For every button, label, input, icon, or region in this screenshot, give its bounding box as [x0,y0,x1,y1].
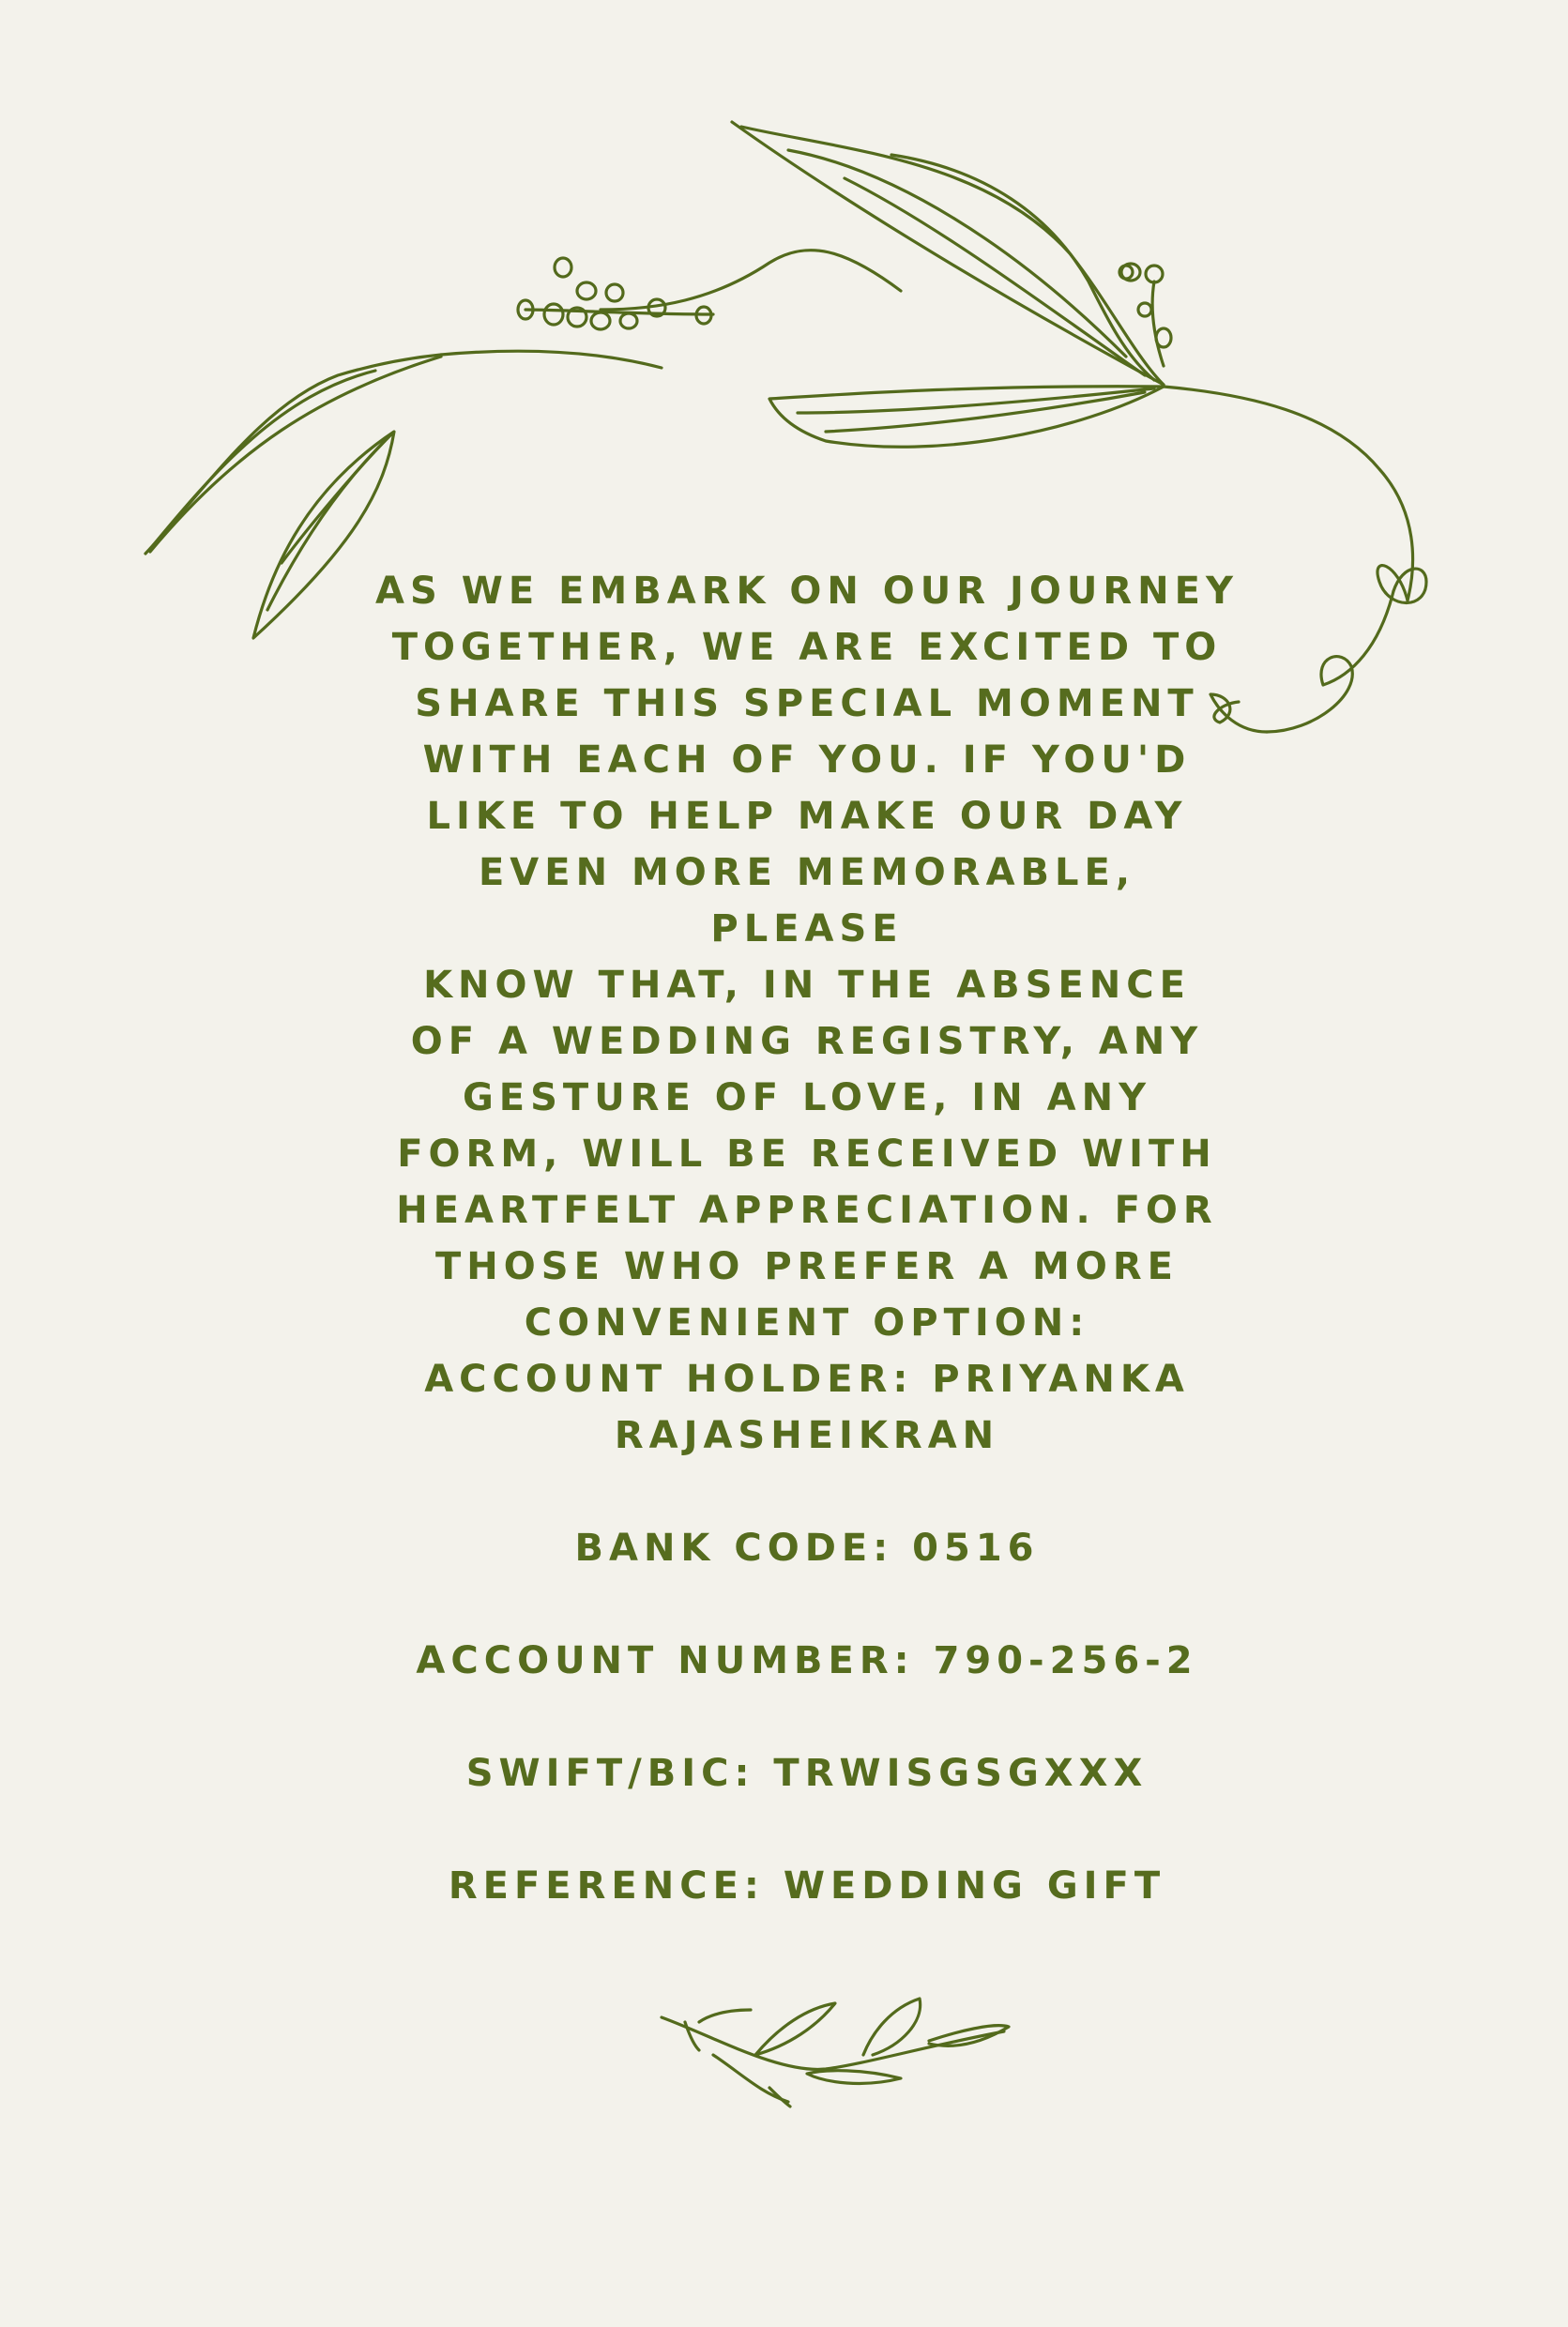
account-holder-value: PRIYANKA RAJASHEIKRAN [614,1358,1190,1457]
payment-reference [357,1858,1257,1914]
bank-code [357,1520,1257,1576]
account-number-value: 790-256-2 [933,1639,1198,1682]
account-holder [357,1351,1257,1464]
account-holder-label: ACCOUNT HOLDER: [424,1358,914,1401]
gift-message: AS WE EMBARK ON OUR JOURNEY TOGETHER, WE ARE EXCITED TO SHARE THIS SPECIAL MOMENT WITH EACH OF YOU. IF YOU'D LIKE TO HELP MAKE OUR DAY EVEN MORE MEMORABLE, PLEASE KNOW THAT, IN THE ABSENCE OF A WEDDING REGISTRY, ANY GESTURE OF LOVE, IN ANY FORM, WILL BE RECEIVED WITH HEARTFELT APPRECIATION. FOR THOSE WHO PREFER A MORE CONVENIENT OPTION: [375,570,1239,1345]
swift-code [357,1745,1257,1802]
account-number [357,1633,1257,1689]
swift-label: SWIFT/BIC: [465,1752,755,1795]
reference-value: WEDDING GIFT [783,1864,1166,1908]
bank-code-value: 0516 [912,1527,1040,1570]
account-number-label: ACCOUNT NUMBER: [416,1639,915,1682]
reference-label: REFERENCE: [448,1864,765,1908]
bank-code-label: BANK CODE: [574,1527,894,1570]
swift-value: TRWISGSGXXX [773,1752,1149,1795]
